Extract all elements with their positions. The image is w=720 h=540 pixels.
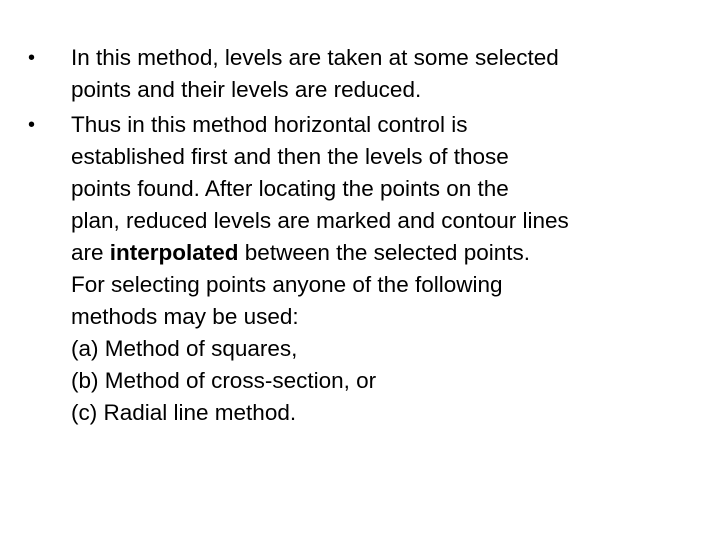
bullet-item-1 <box>28 42 698 106</box>
bullet-2-line-4: plan, reduced levels are marked and contour lines <box>71 208 569 233</box>
line-5-before-text: are <box>71 240 110 265</box>
bullet-1-line-1: In this method, levels are taken at some selected <box>71 45 559 70</box>
bullet-2-line-3: points found. After locating the points on the <box>71 176 509 201</box>
line-5-after-text: between the selected points. <box>238 240 530 265</box>
method-option-a: (a) Method of squares, <box>71 336 298 361</box>
bullet-2-line-2: established first and then the levels of those <box>71 144 509 169</box>
bullet-dot-icon: • <box>28 114 36 136</box>
bullet-2-line-6: For selecting points anyone of the following <box>71 272 503 297</box>
bullet-2-line-7: methods may be used: <box>71 304 299 329</box>
bullet-2-line-5 <box>71 237 698 269</box>
method-option-b: (b) Method of cross-section, or <box>71 368 377 393</box>
bullet-1-line-2: points and their levels are reduced. <box>71 77 422 102</box>
bullet-item-2 <box>28 109 698 429</box>
bullet-list <box>28 42 698 432</box>
method-option-c: (c) Radial line method. <box>71 400 297 425</box>
interpolated-bold-text: interpolated <box>109 240 239 265</box>
bullet-dot-icon: • <box>28 47 36 69</box>
bullet-2-line-1: Thus in this method horizontal control is <box>71 112 468 137</box>
